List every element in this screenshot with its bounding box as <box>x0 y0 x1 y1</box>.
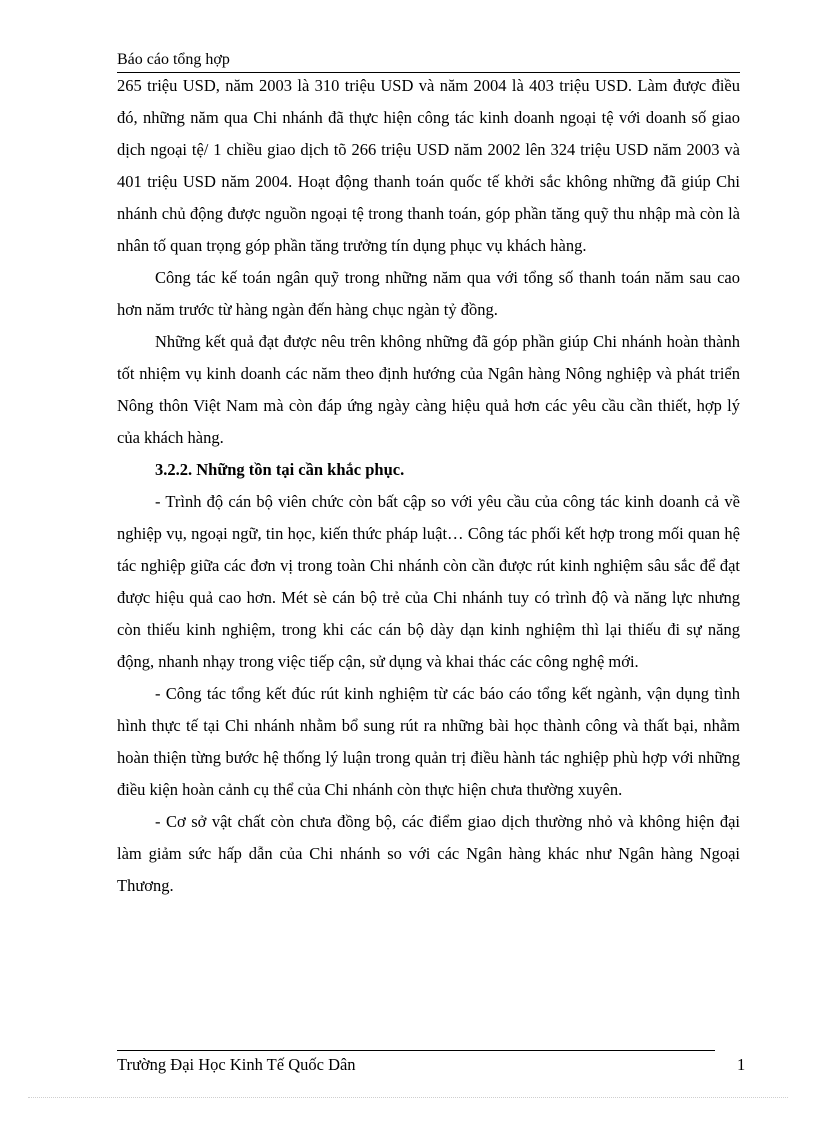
page-number: 1 <box>737 1055 746 1074</box>
section-heading: 3.2.2. Những tồn tại cần khắc phục. <box>155 460 405 479</box>
issue-facilities: - Cơ sở vật chất còn chưa đồng bộ, các điểm giao dịch thường nhỏ và không hiện đại làm giảm sức hấp dẫn của Chi nhánh so với các Ngân hàng khác như Ngân hàng Ngoại Thương. <box>117 812 740 895</box>
header-title: Báo cáo tổng hợp <box>117 51 230 68</box>
paragraph-accounting: Công tác kế toán ngân quỹ trong những năm qua với tổng số thanh toán năm sau cao hơn năm trước từ hàng ngàn đến hàng chục ngàn tỷ đồng. <box>117 268 740 319</box>
issue-experience-summary: - Công tác tổng kết đúc rút kinh nghiệm từ các báo cáo tổng kết ngành, vận dụng tình hình thực tế tại Chi nhánh nhằm bổ sung rút ra những bài học thành công và thất bại, nhằm hoàn thiện từng bước hệ thống lý luận trong quản trị điều hành tác nghiệp phù hợp với những điều kiện hoàn cảnh cụ thể của Chi nhánh còn thực hiện chưa thường xuyên. <box>117 684 740 799</box>
issue-staff-qualification: - Trình độ cán bộ viên chức còn bất cập so với yêu cầu của công tác kinh doanh cả về nghiệp vụ, ngoại ngữ, tin học, kiến thức pháp luật… Công tác phối kết hợp trong mối quan hệ tác nghiệp giữa các đơn vị trong toàn Chi nhánh còn cần được rút kinh nghiệm sâu sắc để đạt được hiệu quả cao hơn. Mét sè cán bộ trẻ của Chi nhánh tuy có trình độ và năng lực nhưng còn thiếu kinh nghiệm, trong khi các cán bộ dày dạn kinh nghiệm thì lại thiếu đi sự năng động, nhanh nhạy trong việc tiếp cận, sử dụng và khai thác các công nghệ mới. <box>117 492 740 671</box>
footer-divider <box>117 1050 715 1051</box>
page-bottom-edge <box>28 1097 788 1098</box>
paragraph-results: Những kết quả đạt được nêu trên không những đã góp phần giúp Chi nhánh hoàn thành tốt nhiệm vụ kinh doanh các năm theo định hướng của Ngân hàng Nông nghiệp và phát triển Nông thôn Việt Nam mà còn đáp ứng ngày càng hiệu quả hơn các yêu cầu cần thiết, hợp lý của khách hàng. <box>117 332 740 447</box>
paragraph-continuation: 265 triệu USD, năm 2003 là 310 triệu USD và năm 2004 là 403 triệu USD. Làm được điều đó, những năm qua Chi nhánh đã thực hiện công tác kinh doanh ngoại tệ với doanh số giao dịch ngoại tệ/ 1 chiều giao dịch tõ 266 triệu USD năm 2002 lên 324 triệu USD năm 2003 và 401 triệu USD năm 2004. Hoạt động thanh toán quốc tế khởi sắc không những đã giúp Chi nhánh chủ động được nguồn ngoại tệ trong thanh toán, góp phần tăng quỹ thu nhập mà còn là nhân tố quan trọng góp phần tăng trưởng tín dụng phục vụ khách hàng. <box>117 76 740 255</box>
document-body <box>117 70 740 902</box>
footer-institution: Trường Đại Học Kinh Tế Quốc Dân <box>117 1055 356 1074</box>
